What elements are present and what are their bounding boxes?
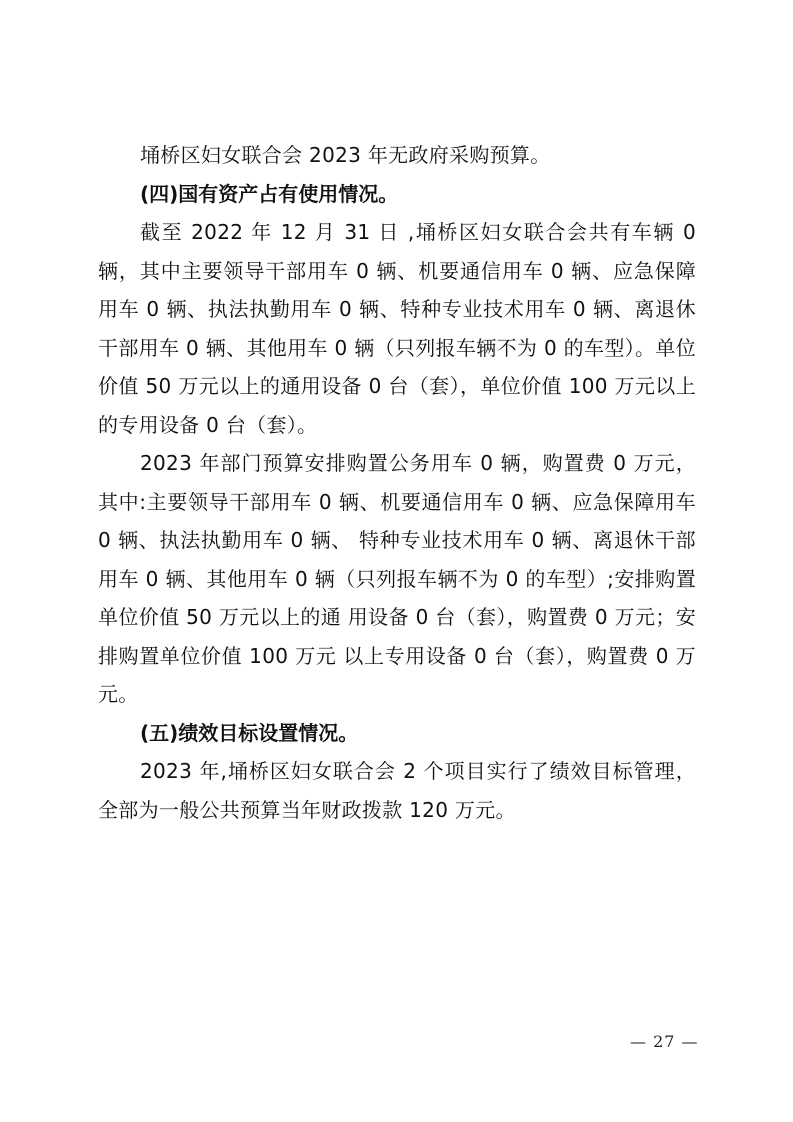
section-heading-performance-goals: (五)绩效目标设置情况。 xyxy=(140,720,359,745)
paragraph-vehicle-purchase: 2023 年部门预算安排购置公务用车 0 辆，购置费 0 万元，其中:主要领导干部用车 0 辆、机要通信用车 0 辆、应急保障用车 0 辆、执法执勤用车 0 辆、 特种专业技术用车 0 辆、离退休干部用车 0 辆、其他用车 0 辆（只列报车辆不为 0 的车型）;安排购置单位价值 50 万元以上的通 用设备 0 台（套），购置费 0 万元；安排购置单位价值 100 万元 以上专用设备 0 台（套），购置费 0 万元。 xyxy=(98,451,696,706)
paragraph-procurement: 埇桥区妇女联合会 2023 年无政府采购预算。 xyxy=(140,143,551,167)
document-body xyxy=(98,136,696,829)
paragraph-performance: 2023 年,埇桥区妇女联合会 2 个项目实行了绩效目标管理，全部为一般公共预算当年财政拨款 120 万元。 xyxy=(98,759,696,822)
paragraph-vehicles-held: 截至 2022 年 12 月 31 日 ,埇桥区妇女联合会共有车辆 0 辆，其中主要领导干部用车 0 辆、机要通信用车 0 辆、应急保障用车 0 辆、执法执勤用车 0 辆、特种专业技术用车 0 辆、离退休干部用车 0 辆、其他用车 0 辆（只列报车辆不为 0 的车型）。单位价值 50 万元以上的通用设备 0 台（套），单位价值 100 万元以上的专用设备 0 台（套）。 xyxy=(98,220,696,437)
section-heading-state-assets: (四)国有资产占有使用情况。 xyxy=(140,181,399,206)
page-number: — 27 — xyxy=(630,1032,699,1051)
